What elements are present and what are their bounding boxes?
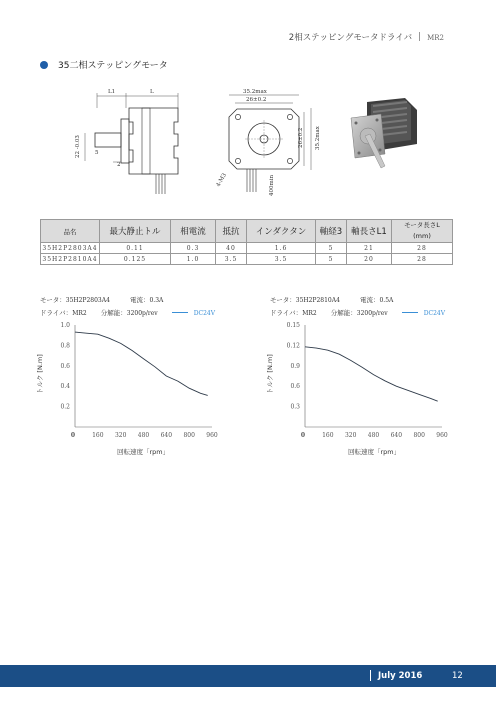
- cell-shaft-len: 20: [347, 254, 392, 265]
- cell-shaft-len: 21: [347, 243, 392, 254]
- y-axis-label: トルク [N.m]: [266, 354, 274, 394]
- dim-5: 5: [95, 150, 99, 156]
- graph1-info-line1: [40, 295, 163, 304]
- graph2-res-label: 分解能：: [330, 309, 357, 317]
- series-line: [305, 347, 438, 401]
- graph1-chart: [30, 316, 225, 442]
- y-tick-label: 1.0: [60, 322, 70, 329]
- col-inductance: インダクタン: [247, 220, 316, 243]
- cell-part: 35H2P2803A4: [42, 244, 98, 252]
- dim-right-max: 35.2max: [315, 126, 321, 150]
- page-header: [289, 31, 444, 43]
- graph2-res: 3200p/rev: [356, 310, 388, 317]
- cell-shaft-dia: 5: [316, 254, 347, 265]
- x-tick-label: 160: [92, 432, 104, 439]
- spec-table: [40, 219, 453, 265]
- graph1-motor-label: モータ：: [40, 296, 66, 304]
- graph2-current: 0.5A: [379, 297, 394, 304]
- x-tick-label: 480: [367, 432, 380, 439]
- graph1-legend-label: DC24V: [193, 310, 216, 317]
- cell-part: 35H2P2810A4: [42, 255, 98, 263]
- bullet-icon: [40, 61, 48, 69]
- section-title: 35二相ステッピングモータ: [58, 61, 168, 71]
- x-tick-label: 320: [344, 432, 357, 439]
- header-divider: [419, 32, 420, 41]
- graph2-current-label: 電流：: [359, 296, 380, 304]
- x-tick-label: 640: [160, 432, 173, 439]
- x-tick-label: 640: [390, 432, 403, 439]
- motor-photo: [345, 96, 425, 170]
- cell-resistance: 3.5: [216, 254, 247, 265]
- table-row: [41, 243, 453, 254]
- cell-torque: 0.11: [100, 243, 171, 254]
- x-tick-label: 0: [70, 432, 76, 439]
- cell-motor-len: 28: [392, 254, 453, 265]
- graph1-current: 0.3A: [149, 297, 164, 304]
- y-tick-label: 0.9: [290, 362, 300, 370]
- x-tick-label: 480: [137, 432, 150, 439]
- y-tick-label: 0.6: [290, 383, 300, 391]
- side-view-drawing: [70, 86, 210, 198]
- graph1-motor: 35H2P2803A4: [65, 297, 110, 304]
- graph1-res-label: 分解能：: [100, 309, 127, 317]
- table-header-row: [41, 220, 453, 243]
- x-tick-label: 320: [114, 432, 127, 439]
- cell-inductance: 3.5: [247, 254, 316, 265]
- footer-date: July 2016: [378, 671, 423, 681]
- header-code: MR2: [427, 34, 444, 42]
- cell-torque: 0.125: [100, 254, 171, 265]
- graph2-driver: MR2: [302, 310, 317, 317]
- x-tick-label: 960: [206, 432, 218, 439]
- y-tick-label: 0.6: [60, 362, 70, 370]
- col-motor-len: モータ長さL (mm): [392, 220, 453, 243]
- graph1-xlabel: 回転速度「rpm」: [117, 448, 170, 456]
- graph1-driver-label: ドライバ：: [40, 309, 73, 317]
- page-footer: [0, 665, 496, 701]
- graph2-xlabel: 回転速度「rpm」: [348, 448, 401, 456]
- col-part-name: 品名: [41, 220, 100, 243]
- cell-shaft-dia: 5: [316, 243, 347, 254]
- series-line: [75, 332, 208, 395]
- cell-motor-len: 28: [392, 243, 453, 254]
- footer-divider: [370, 670, 371, 681]
- graph2-info-line1: [270, 295, 393, 304]
- y-tick-label: 0.8: [60, 342, 70, 350]
- graph2-legend-swatch: [402, 312, 418, 313]
- graph1-driver: MR2: [72, 310, 87, 317]
- col-max-torque: 最大静止トル: [100, 220, 171, 243]
- dim-l: L: [150, 89, 154, 95]
- x-tick-label: 960: [436, 432, 448, 439]
- cell-current: 0.3: [171, 243, 216, 254]
- y-tick-label: 0.15: [286, 322, 300, 329]
- cell-current: 1.0: [171, 254, 216, 265]
- col-shaft-dia: 軸経3: [316, 220, 347, 243]
- col-phase-current: 相電流: [171, 220, 216, 243]
- dim-2: 2: [117, 162, 121, 168]
- dim-22: 22 -0.03: [75, 135, 81, 158]
- y-tick-label: 0.2: [60, 403, 70, 411]
- graph2-chart: [260, 316, 455, 442]
- section-heading: [40, 58, 168, 71]
- dim-right-pitch: 26±0.2: [298, 127, 304, 148]
- dim-holes: 4-M3: [215, 172, 228, 188]
- front-view-drawing: [215, 86, 330, 198]
- col-resistance: 抵抗: [216, 220, 247, 243]
- dim-l1: L1: [108, 89, 116, 95]
- graph2-legend-label: DC24V: [423, 310, 446, 317]
- page-number: 12: [452, 671, 463, 681]
- x-tick-label: 160: [322, 432, 334, 439]
- graph1-current-label: 電流：: [129, 296, 150, 304]
- x-tick-label: 800: [413, 432, 425, 439]
- y-tick-label: 0.12: [286, 342, 300, 350]
- dim-top-pitch: 26±0.2: [246, 97, 267, 103]
- graph2-driver-label: ドライバ：: [270, 309, 303, 317]
- graph2-motor-label: モータ：: [270, 296, 296, 304]
- graph2-motor: 35H2P2810A4: [295, 297, 340, 304]
- x-tick-label: 0: [300, 432, 306, 439]
- y-tick-label: 0.4: [60, 383, 70, 391]
- cell-inductance: 1.6: [247, 243, 316, 254]
- table-row: [41, 254, 453, 265]
- col-shaft-len: 軸長さL1: [347, 220, 392, 243]
- dim-top-max: 35.2max: [243, 89, 267, 95]
- dim-lead: 400min: [269, 174, 275, 196]
- x-tick-label: 800: [183, 432, 195, 439]
- y-tick-label: 0.3: [290, 403, 300, 411]
- header-title: 2相ステッピングモータドライバ: [288, 33, 413, 43]
- cell-resistance: 40: [216, 243, 247, 254]
- graph1-res: 3200p/rev: [126, 310, 158, 317]
- graph1-legend-swatch: [172, 312, 188, 313]
- y-axis-label: トルク [N.m]: [36, 354, 44, 394]
